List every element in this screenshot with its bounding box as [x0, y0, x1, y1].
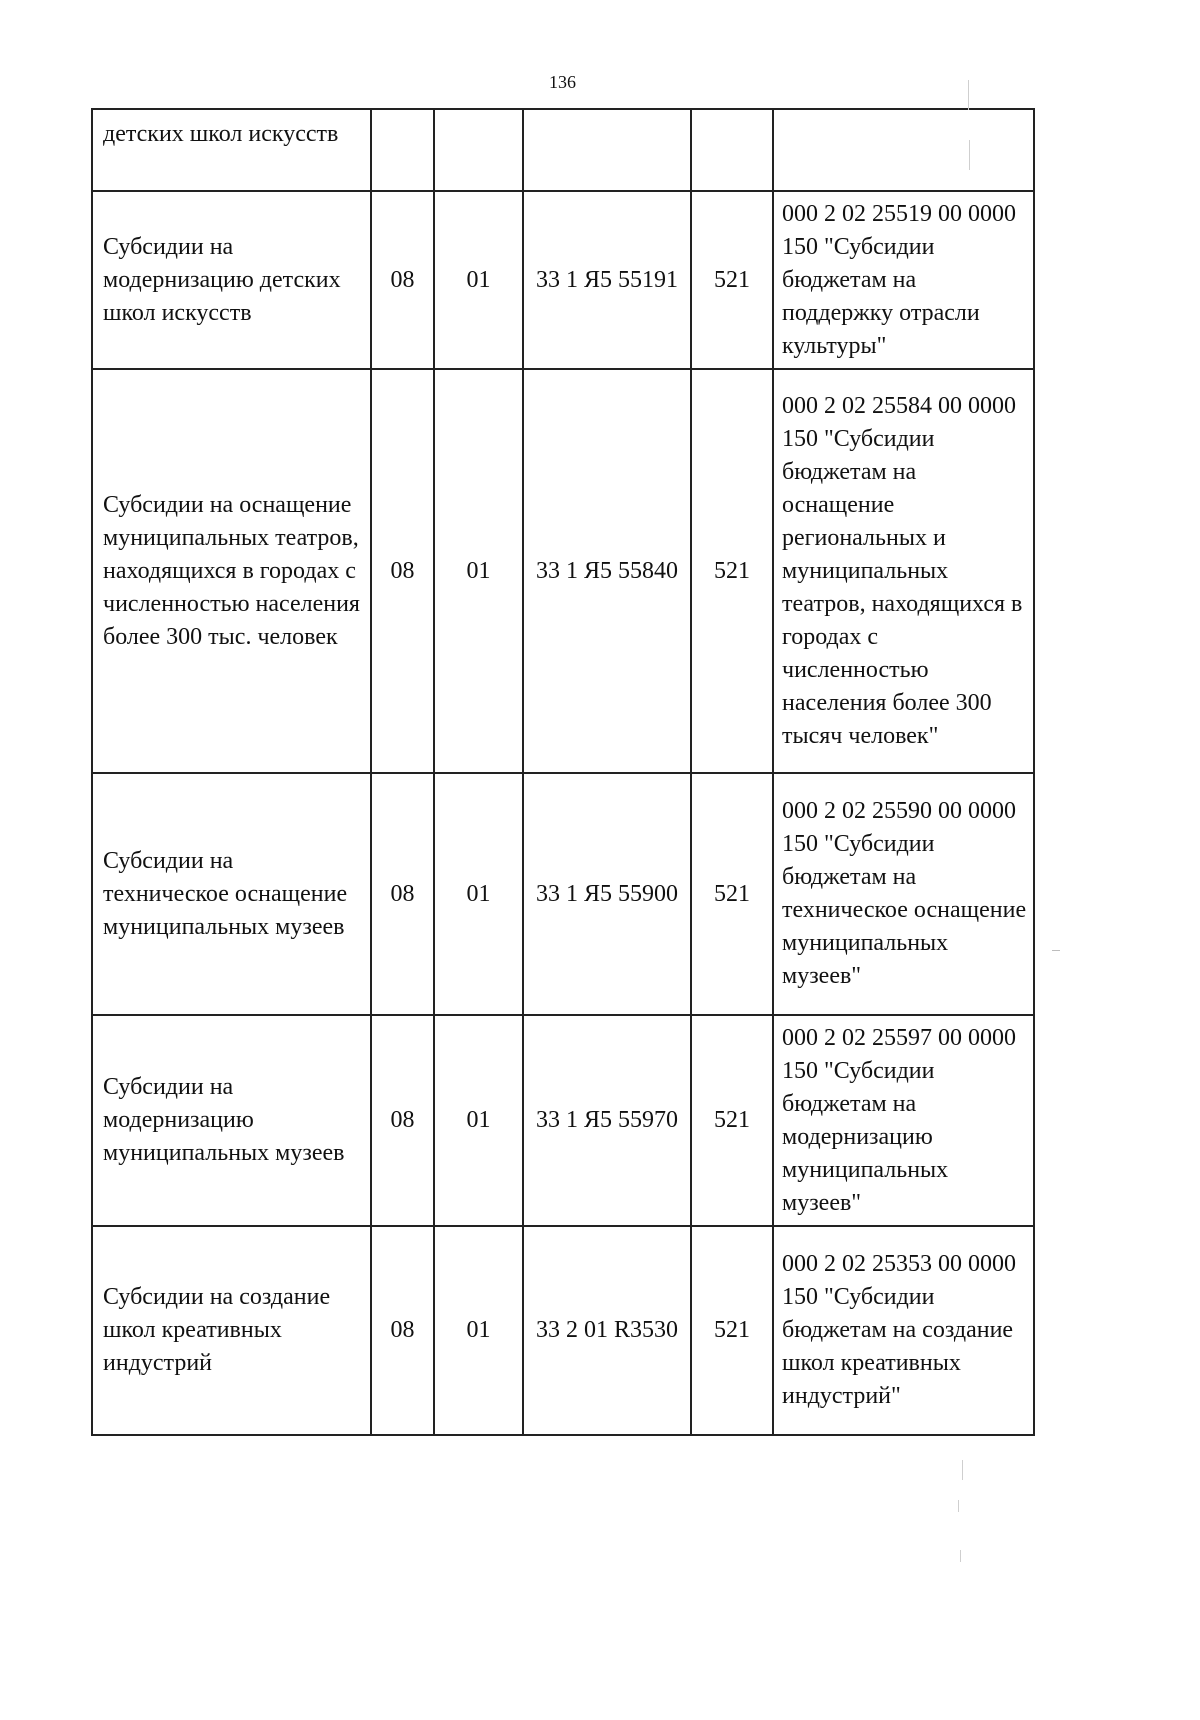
expense-type-cell: 521	[691, 1015, 773, 1226]
subsection-cell: 01	[434, 1226, 523, 1435]
section-cell	[371, 109, 434, 191]
row-name-cell: Субсидии на техническое оснащение муниципальных музеев	[92, 773, 371, 1015]
section-cell: 08	[371, 773, 434, 1015]
subsection-cell	[434, 109, 523, 191]
row-name-cell: детских школ искусств	[92, 109, 371, 191]
target-article-cell: 33 1 Я5 55840	[523, 369, 691, 773]
scan-artifact-line	[969, 140, 970, 170]
revenue-code-cell: 000 2 02 25353 00 0000 150 "Субсидии бюджетам на создание школ креативных индустрий"	[773, 1226, 1034, 1435]
target-article-cell: 33 1 Я5 55900	[523, 773, 691, 1015]
expense-type-cell: 521	[691, 191, 773, 369]
table-row	[92, 1015, 1034, 1226]
target-article-cell: 33 1 Я5 55970	[523, 1015, 691, 1226]
row-name-cell: Субсидии на модернизацию муниципальных музеев	[92, 1015, 371, 1226]
target-article-cell: 33 1 Я5 55191	[523, 191, 691, 369]
scan-artifact-dash	[1052, 950, 1060, 951]
revenue-code-cell: 000 2 02 25519 00 0000 150 "Субсидии бюджетам на поддержку отрасли культуры"	[773, 191, 1034, 369]
row-name-cell: Субсидии на оснащение муниципальных театров, находящихся в городах с численностью населения более 300 тыс. человек	[92, 369, 371, 773]
row-name-cell: Субсидии на создание школ креативных индустрий	[92, 1226, 371, 1435]
target-article-cell: 33 2 01 R3530	[523, 1226, 691, 1435]
expense-type-cell: 521	[691, 773, 773, 1015]
expense-type-cell	[691, 109, 773, 191]
subsection-cell: 01	[434, 773, 523, 1015]
section-cell: 08	[371, 191, 434, 369]
expense-type-cell: 521	[691, 1226, 773, 1435]
scan-artifact-line	[960, 1550, 961, 1562]
subsection-cell: 01	[434, 369, 523, 773]
target-article-cell	[523, 109, 691, 191]
table-row	[92, 773, 1034, 1015]
scan-artifact-line	[958, 1500, 959, 1512]
page-number: 136	[549, 72, 576, 92]
expense-type-cell: 521	[691, 369, 773, 773]
row-name-cell: Субсидии на модернизацию детских школ искусств	[92, 191, 371, 369]
subsection-cell: 01	[434, 1015, 523, 1226]
subsection-cell: 01	[434, 191, 523, 369]
table-row	[92, 369, 1034, 773]
table-row	[92, 191, 1034, 369]
table-row	[92, 1226, 1034, 1435]
revenue-code-cell	[773, 109, 1034, 191]
table-row	[92, 109, 1034, 191]
scan-artifact-line	[962, 1460, 963, 1480]
revenue-code-cell: 000 2 02 25584 00 0000 150 "Субсидии бюджетам на оснащение региональных и муниципальных театров, находящихся в городах с численностью населения более 300 тысяч человек"	[773, 369, 1034, 773]
revenue-code-cell: 000 2 02 25597 00 0000 150 "Субсидии бюджетам на модернизацию муниципальных музеев"	[773, 1015, 1034, 1226]
section-cell: 08	[371, 1015, 434, 1226]
scan-artifact-line	[968, 80, 969, 110]
section-cell: 08	[371, 1226, 434, 1435]
revenue-code-cell: 000 2 02 25590 00 0000 150 "Субсидии бюджетам на техническое оснащение муниципальных музеев"	[773, 773, 1034, 1015]
budget-table	[91, 108, 1035, 1436]
section-cell: 08	[371, 369, 434, 773]
